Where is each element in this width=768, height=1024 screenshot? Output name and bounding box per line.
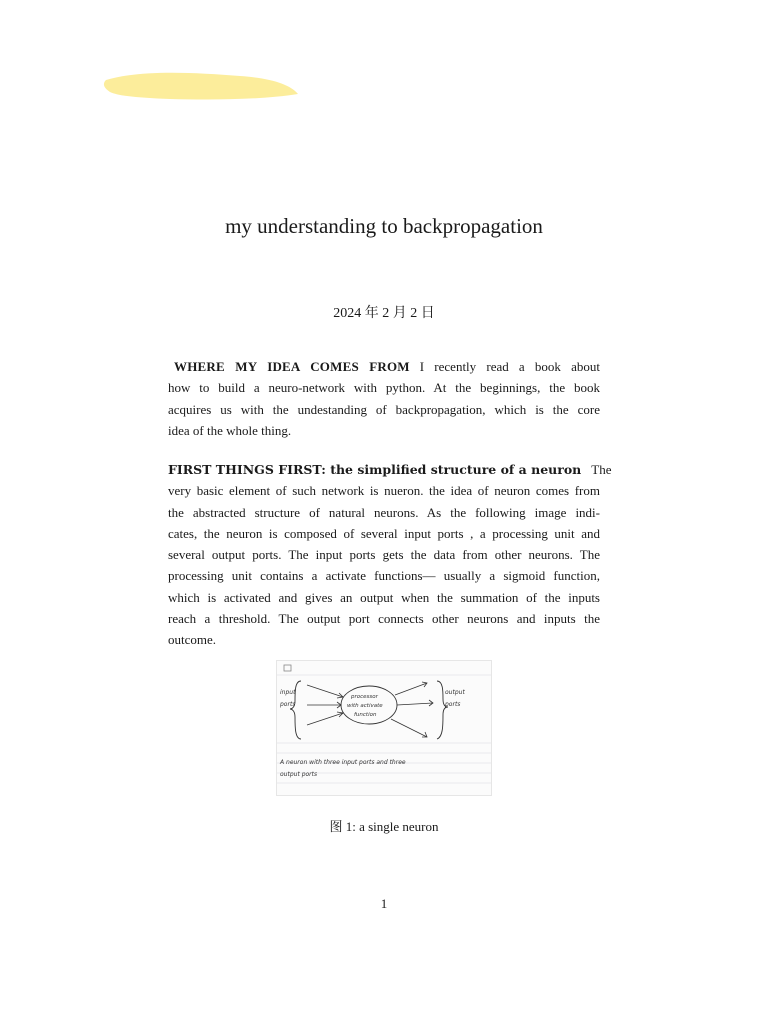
paragraph-line: WHERE MY IDEA COMES FROM I recently read a book about [174, 359, 600, 374]
paragraph-line: which is activated and gives an output when the summation of the inputs [168, 589, 600, 605]
paragraph-line: several output ports. The input ports gets the data from other neurons. The [168, 547, 600, 563]
paragraph-first-things-first [168, 459, 612, 651]
figure-caption: 图 1: a single neuron [329, 819, 439, 834]
paragraph-where-idea-comes-from [168, 356, 600, 441]
paragraph-line: cates, the neuron is composed of several input ports , a processing unit and [168, 525, 600, 541]
processor-label: with activate [347, 703, 383, 709]
page-number: 1 [380, 896, 388, 911]
paragraph-line: outcome. [168, 632, 217, 648]
sketch-note: A neuron with three input ports and three [280, 759, 406, 766]
processor-label: processor [351, 694, 378, 700]
input-label: input [280, 689, 296, 696]
output-label: ports [445, 701, 461, 708]
note-corner-icon [284, 665, 291, 671]
paragraph-line: reach a threshold. The output port connects other neurons and inputs the [168, 611, 600, 627]
paragraph-line: acquires us with the undestanding of backpropagation, which is the core [168, 401, 600, 417]
yellow-highlight-mark [100, 66, 300, 106]
paragraph-line: FIRST THINGS FIRST: the simplified structure of a neuron The [168, 462, 612, 477]
section-heading: WHERE MY IDEA COMES FROM [174, 359, 410, 374]
document-date: 2024 年 2 月 2 日 [333, 306, 435, 321]
neuron-sketch [277, 661, 491, 795]
paragraph-line: the abstracted structure of natural neurons. As the following image indi- [168, 504, 600, 520]
paragraph-line: processing unit contains a activate functions— usually a sigmoid function, [168, 568, 600, 584]
document-title: my understanding to backpropagation [225, 214, 543, 238]
section-heading: FIRST THINGS FIRST: the simplified structure of a neuron [168, 462, 582, 477]
output-arrows [391, 682, 433, 737]
sketch-note: output ports [280, 771, 318, 778]
input-label: ports [280, 701, 296, 708]
neuron-sketch-figure [276, 660, 492, 796]
paragraph-line: how to build a neuro-network with python. At the beginnings, the book [168, 380, 600, 396]
paragraph-line: idea of the whole thing. [168, 422, 292, 438]
paragraph-line: very basic element of such network is nueron. the idea of neuron comes from [168, 483, 600, 499]
input-arrows [307, 685, 343, 725]
processor-label: function [354, 712, 377, 718]
output-label: output [445, 689, 465, 696]
